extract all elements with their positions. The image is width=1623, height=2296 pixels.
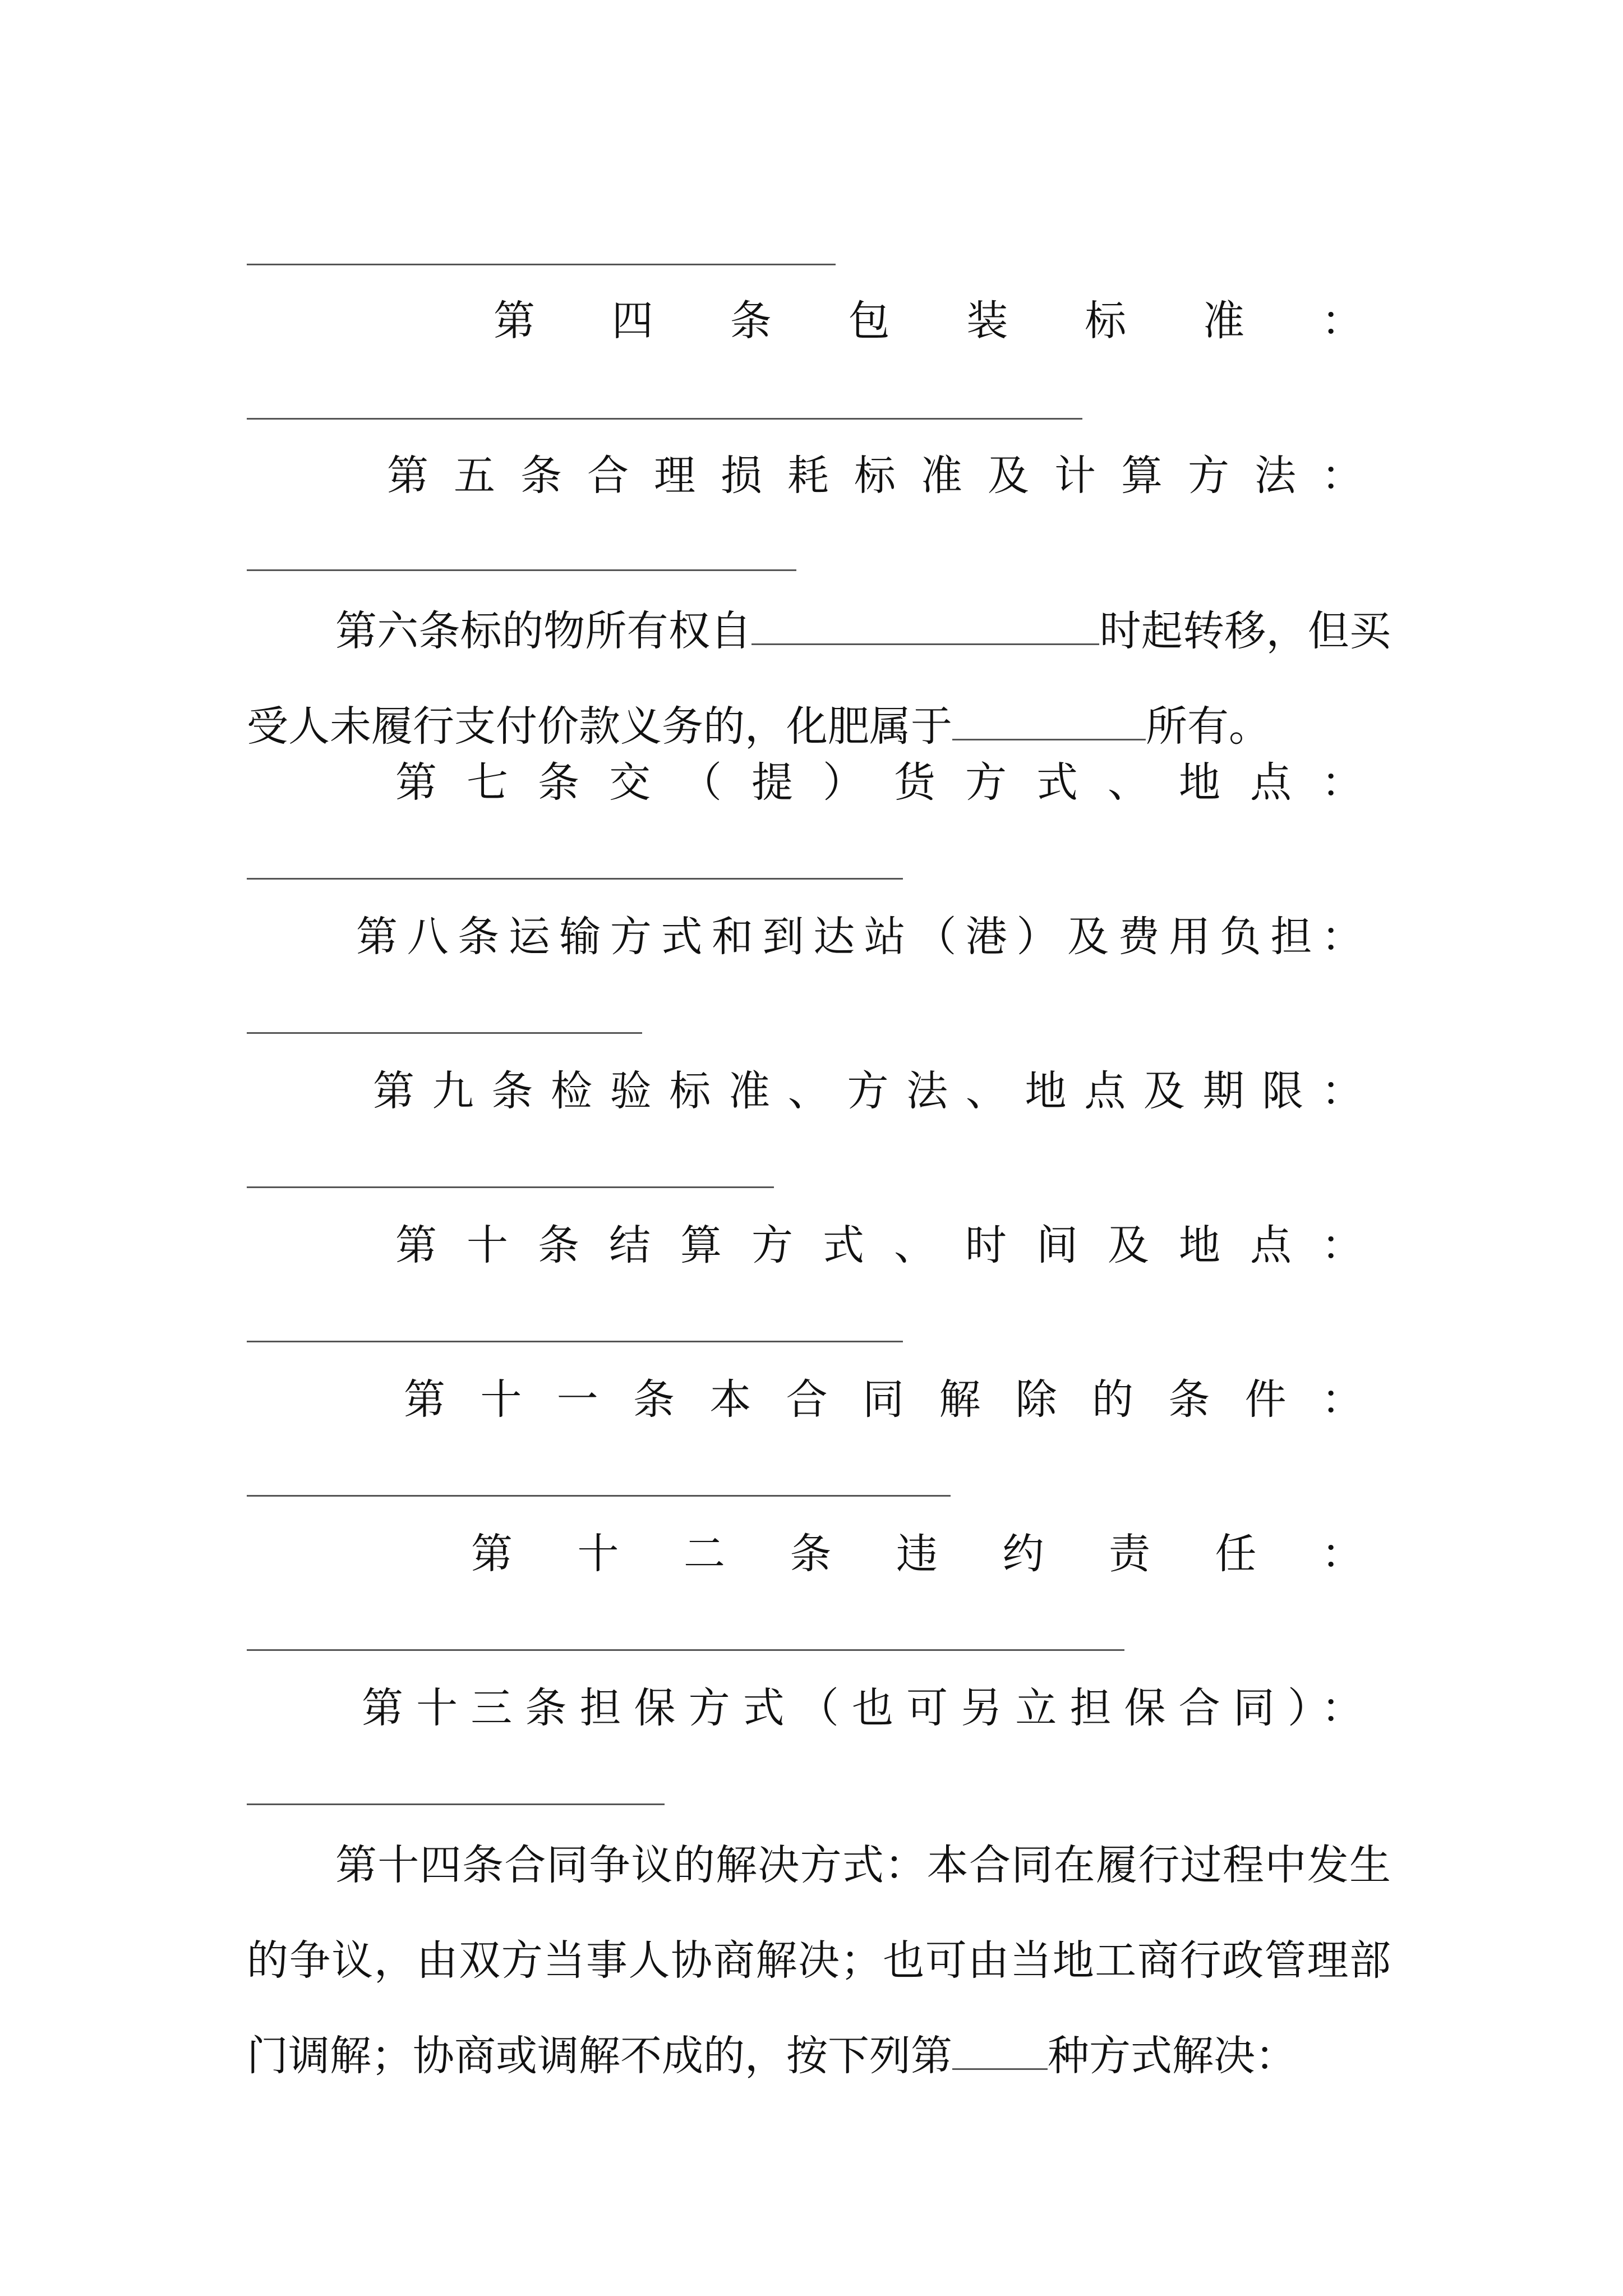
fill-in-line[interactable] [247,1649,1124,1651]
ownership-time-blank[interactable] [751,601,1099,645]
clause-12: 第十二条违约责任： [471,1530,1363,1578]
owner-blank[interactable] [952,696,1146,740]
clause-5: 第五条合理损耗标准及计算方法： [387,452,1363,500]
clause-14-text-2: 种方式解决： [1048,2032,1297,2080]
clause-14-text-1: 第十四条合同争议的解决方式：本合同在履行过程中发生的争议，由双方当事人协商解决；也可由当地工商行政管理部门调解；协商或调解不成的，按下列第 [247,1841,1391,2080]
fill-in-line[interactable] [247,1186,774,1188]
resolution-option-blank[interactable] [952,2026,1048,2070]
fill-in-line[interactable] [247,1495,951,1497]
clause-14 [247,1818,1391,2104]
clause-6-text-2: 时起转移，但买受人未履行支付价款义务的，化肥属于 [247,607,1391,751]
fill-in-line[interactable] [247,1341,903,1342]
clause-6-text-3: 所有。 [1146,702,1270,751]
fill-in-line[interactable] [247,878,903,880]
clause-9: 第九条检验标准、方法、地点及期限： [373,1067,1363,1115]
clause-13: 第十三条担保方式（也可另立担保合同）： [362,1684,1363,1732]
clause-4: 第四条包装标准： [494,297,1363,345]
clause-6-text-1: 第六条标的物所有权自 [335,607,752,655]
fill-in-line[interactable] [247,569,796,571]
fill-in-line[interactable] [247,264,836,265]
fill-in-line[interactable] [247,1032,642,1034]
fill-in-line[interactable] [247,1803,665,1805]
clause-10: 第十条结算方式、时间及地点： [395,1221,1363,1269]
fill-in-line[interactable] [247,418,1082,420]
clause-6 [247,583,1391,774]
clause-11: 第十一条本合同解除的条件： [404,1375,1363,1424]
clause-8: 第八条运输方式和到达站（港）及费用负担： [356,913,1363,961]
clause-7: 第七条交（提）货方式、地点： [395,758,1363,807]
